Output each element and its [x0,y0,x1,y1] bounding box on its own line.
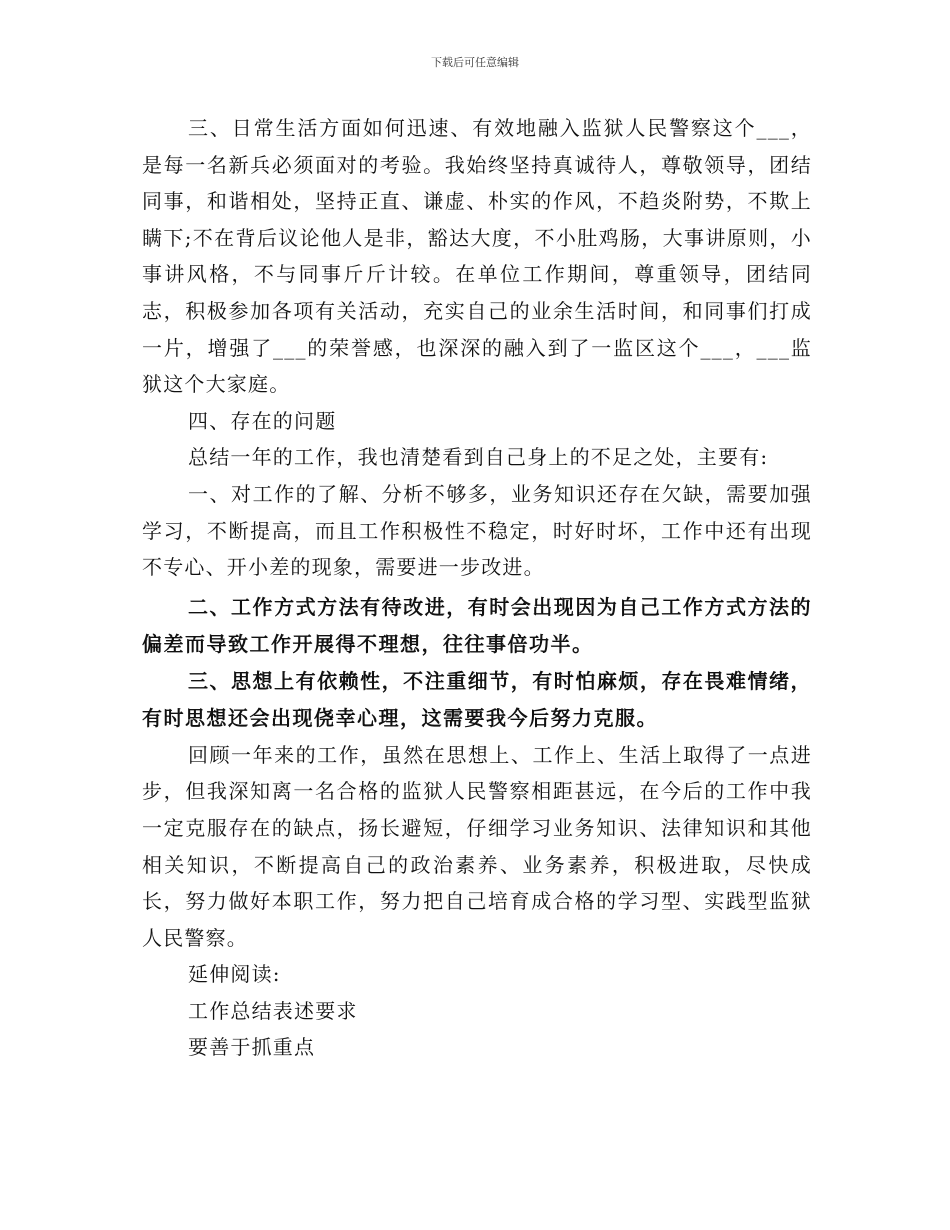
paragraph-problem-two: 二、工作方式方法有待改进，有时会出现因为自己工作方式方法的偏差而导致工作开展得不理想，往往事倍功半。 [142,594,812,656]
extended-reading-item-1: 工作总结表述要求 [188,998,358,1023]
paragraph-problem-one: 一、对工作的了解、分析不够多，业务知识还存在欠缺，需要加强学习，不断提高，而且工作积极性不稳定，时好时坏，工作中还有出现不专心、开小差的现象，需要进一步改进。 [142,481,812,580]
page-header: 下载后可任意编辑 [431,56,519,69]
document-body [142,110,812,1066]
heading-existing-problems: 四、存在的问题 [188,408,337,433]
paragraph-daily-life: 三、日常生活方面如何迅速、有效地融入监狱人民警察这个___，是每一名新兵必须面对的考验。我始终坚持真诚待人，尊敬领导，团结同事，和谐相处，坚持正直、谦虚、朴实的作风，不趋炎附势，不欺上瞒下;不在背后议论他人是非，豁达大度，不小肚鸡肠，大事讲原则，小事讲风格，不与同事斤斤计较。在单位工作期间，尊重领导，团结同志，积极参加各项有关活动，充实自己的业余生活时间，和同事们打成一片，增强了___的荣誉感，也深深的融入到了一监区这个___，___监狱这个大家庭。 [142,116,812,397]
extended-reading-item-2: 要善于抓重点 [188,1035,316,1060]
extended-reading-label: 延伸阅读: [188,962,281,987]
paragraph-problem-three: 三、思想上有依赖性，不注重细节，有时怕麻烦，存在畏难情绪，有时思想还会出现侥幸心理，这需要我今后努力克服。 [142,668,812,730]
paragraph-summary-intro: 总结一年的工作，我也清楚看到自己身上的不足之处，主要有: [188,445,769,470]
paragraph-review: 回顾一年来的工作，虽然在思想上、工作上、生活上取得了一点进步，但我深知离一名合格的监狱人民警察相距甚远，在今后的工作中我一定克服存在的缺点，扬长避短，仔细学习业务知识、法律知识和其他相关知识，不断提高自己的政治素养、业务素养，积极进取，尽快成长，努力做好本职工作，努力把自己培育成合格的学习型、实践型监狱人民警察。 [142,742,812,950]
